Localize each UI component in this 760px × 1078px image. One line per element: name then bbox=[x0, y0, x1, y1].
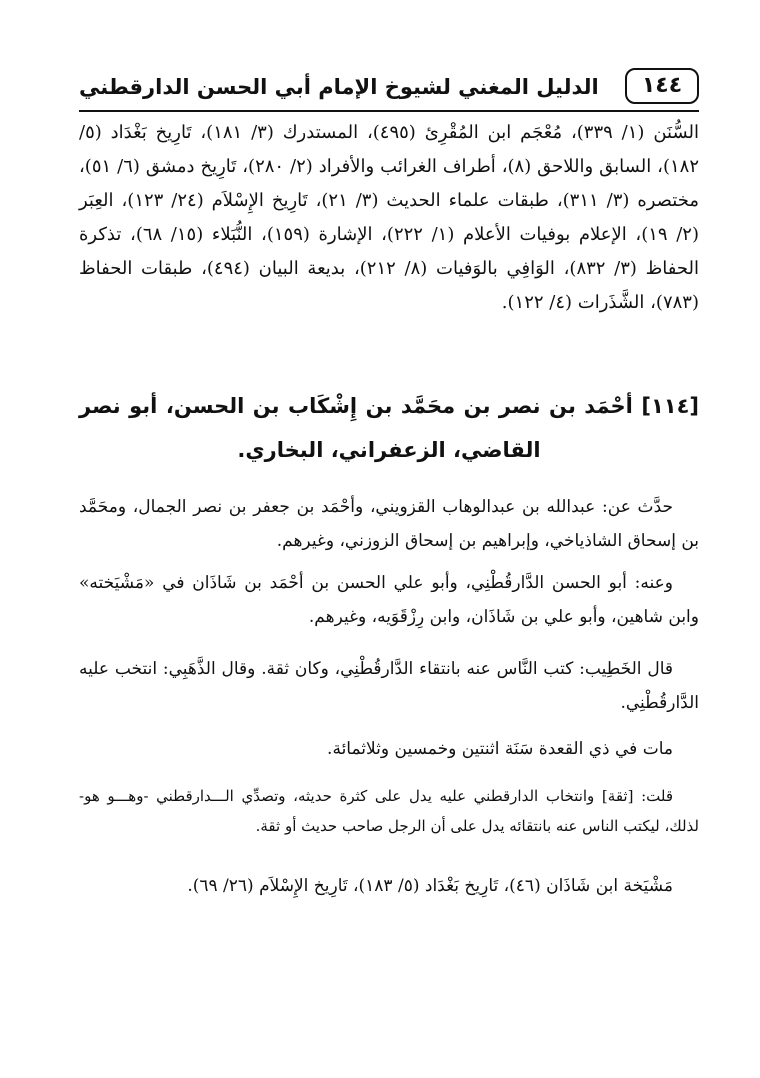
page-number: ١٤٤ bbox=[625, 68, 699, 104]
running-title: الدليل المغني لشيوخ الإمام أبي الحسن الدارقطني bbox=[79, 75, 599, 99]
author-comment-paragraph: قلت: [ثقة] وانتخاب الدارقطني عليه يدل على كثرة حديثه، وتصدِّي الـــدارقطني -وهـــو هو- لذلك، ليكتب الناس عنه بانتقائه يدل على أن الرجل صاحب حديث أو ثقة. bbox=[79, 787, 699, 835]
references-paragraph: السُّنَن (١/ ٣٣٩)، مُعْجَم ابن المُقْرِئ (٤٩٥)، المستدرك (٣/ ١٨١)، تَارِيخ بَغْدَاد (٥/ ١٨٢)، السابق واللاحق (٨)، أطراف الغرائب والأفراد (٢/ ٢٨٠)، تَارِيخ دمشق (٦/ ٥١)، مختصره (٣/ ٣١١)، طبقات علماء الحديث (٣/ ٢١)، تَارِيخ الإِسْلاَم (٢٤/ ١٢٣)، العِبَر (٢/ ١٩)، الإعلام بوفيات الأعلام (١/ ٢٢٢)، الإشارة (١٥٩)، النُّبَلاء (١٥/ ٦٨)، تذكرة الحفاظ (٣/ ٨٣٢)، الوَافِي بالوَفيات (٨/ ٢١٢)، بديعة البيان (٤٩٤)، طبقات الحفاظ (٧٨٣)، الشَّذَرات (٤/ ١٢٢). bbox=[79, 122, 700, 313]
sources-paragraph: مَشْيَخة ابن شَاذَان (٤٦)، تَارِيخ بَغْدَاد (٥/ ١٨٣)، تَارِيخ الإِسْلاَم (٢٦/ ٦٩). bbox=[187, 876, 673, 896]
page-header bbox=[79, 66, 699, 108]
narrated-from-paragraph: حدَّث عن: عبدالله بن عبدالوهاب القزويني، وأحْمَد بن جعفر بن نصر الجمال، ومحَمَّد بن إسحاق الشاذياخي، وإبراهيم بن إسحاق الزوزني، وغيرهم. bbox=[79, 497, 699, 551]
khatib-quote-paragraph: قال الخَطِيب: كتب النَّاس عنه بانتقاء الدَّارقُطْنِي، وكان ثقة. وقال الذَّهَبِي: انتخب عليه الدَّارقُطْنِي. bbox=[79, 659, 699, 713]
entry-heading: [١١٤] أحْمَد بن نصر بن محَمَّد بن إِشْكَاب بن الحسن، أبو نصر القاضي، الزعفراني، البخاري. bbox=[79, 394, 699, 462]
death-paragraph: مات في ذي القعدة سَنَة اثنتين وخمسين وثلاثمائة. bbox=[327, 739, 673, 759]
narrators-paragraph: وعنه: أبو الحسن الدَّارقُطْنِي، وأبو علي الحسن بن أحْمَد بن شَاذَان في «مَشْيَخته» وابن شاهين، وأبو علي بن شَاذَان، وابن رِزْقَوَيه، وغيرهم. bbox=[79, 573, 699, 627]
header-divider bbox=[79, 110, 699, 112]
